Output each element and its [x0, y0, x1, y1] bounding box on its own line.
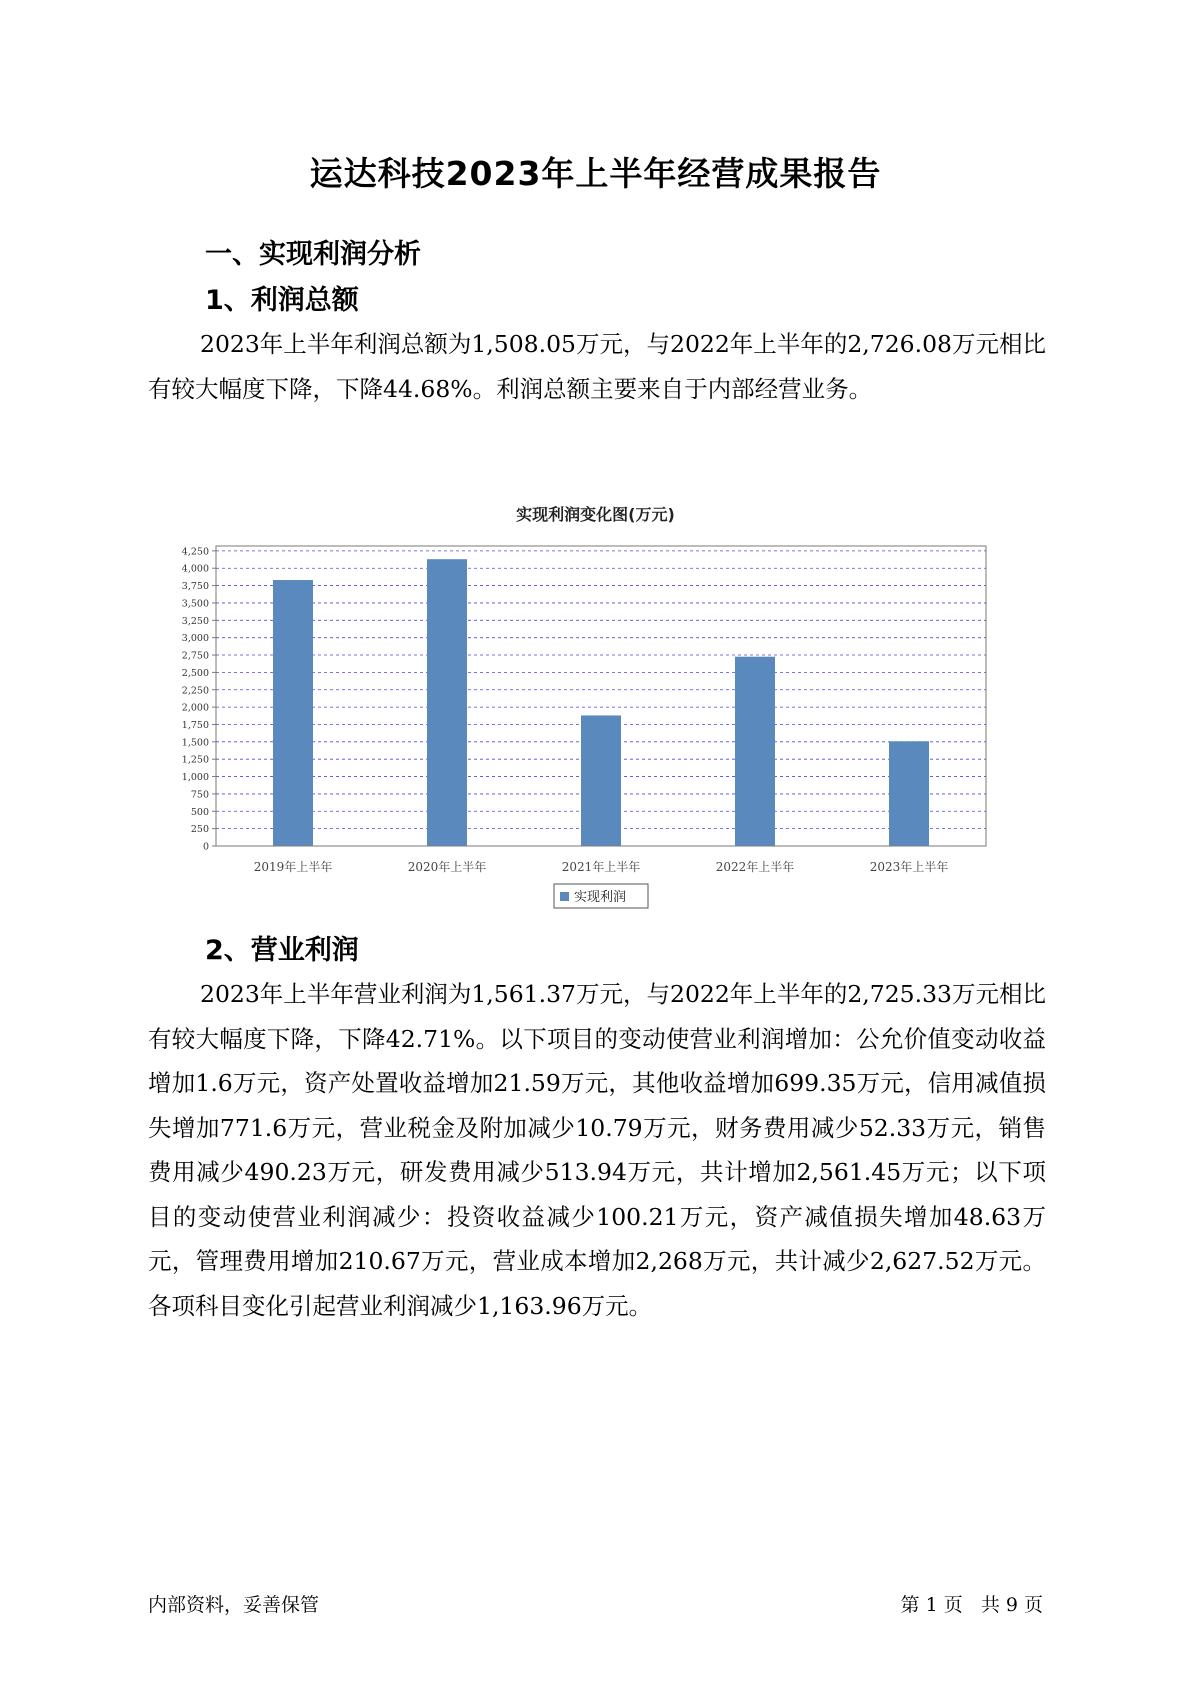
total-profit-paragraph: 2023年上半年利润总额为1,508.05万元，与2022年上半年的2,726.08万元相比有较大幅度下降，下降44.68%。利润总额主要来自于内部经营业务。	[148, 330, 1046, 403]
legend-swatch	[560, 892, 569, 901]
x-tick-label: 2023年上半年	[869, 860, 949, 874]
bar	[889, 741, 929, 846]
y-tick-label: 4,000	[181, 563, 209, 575]
y-tick-label: 1,750	[181, 719, 209, 731]
y-tick-label: 2,500	[181, 667, 209, 679]
bar	[735, 657, 775, 846]
y-tick-label: 3,750	[181, 581, 209, 593]
operating-profit-paragraph: 2023年上半年营业利润为1,561.37万元，与2022年上半年的2,725.33万元相比有较大幅度下降，下降42.71%。以下项目的变动使营业利润增加：公允价值变动收益增加1.6万元，资产处置收益增加21.59万元，其他收益增加699.35万元，信用减值损失增加771.6万元，营业税金及附加减少10.79万元，财务费用减少52.33万元，销售费用减少490.23万元，研发费用减少513.94万元，共计增加2,561.45万元；以下项目的变动使营业利润减少：投资收益减少100.21万元，资产减值损失增加48.63万元，管理费用增加210.67万元，营业成本增加2,268万元，共计减少2,627.52万元。各项科目变化引起营业利润减少1,163.96万元。	[148, 980, 1046, 1320]
y-tick-label: 1,500	[181, 737, 209, 749]
chart-title: 实现利润变化图(万元)	[516, 505, 675, 524]
x-tick-label: 2021年上半年	[561, 860, 641, 874]
x-tick-label: 2019年上半年	[253, 860, 333, 874]
y-tick-label: 1,250	[181, 754, 209, 766]
subsection-heading-total-profit: 1、利润总额	[205, 285, 359, 316]
footer-page-number: 第 1 页 共 9 页	[900, 1594, 1043, 1616]
bar	[427, 559, 467, 846]
y-tick-label: 1,000	[181, 772, 209, 784]
y-tick-label: 750	[190, 789, 209, 801]
bar	[273, 580, 313, 846]
section-heading-profit-analysis: 一、实现利润分析	[205, 239, 421, 270]
footer-confidential: 内部资料，妥善保管	[148, 1594, 320, 1616]
y-tick-label: 4,250	[181, 546, 209, 558]
y-tick-label: 3,500	[181, 598, 209, 610]
y-tick-label: 2,250	[181, 685, 209, 697]
x-tick-label: 2022年上半年	[715, 860, 795, 874]
legend-label: 实现利润	[574, 890, 627, 905]
y-tick-label: 2,000	[181, 702, 209, 714]
report-title: 运达科技2023年上半年经营成果报告	[309, 154, 882, 193]
y-tick-label: 250	[190, 824, 209, 836]
y-tick-label: 3,000	[181, 633, 209, 645]
y-tick-label: 500	[190, 806, 209, 818]
subsection-heading-operating-profit: 2、营业利润	[205, 935, 359, 966]
y-tick-label: 2,750	[181, 650, 209, 662]
x-tick-label: 2020年上半年	[407, 860, 487, 874]
profit-bar-chart	[160, 528, 1050, 905]
y-tick-label: 0	[202, 841, 209, 853]
y-tick-label: 3,250	[181, 615, 209, 627]
bar	[581, 715, 621, 846]
